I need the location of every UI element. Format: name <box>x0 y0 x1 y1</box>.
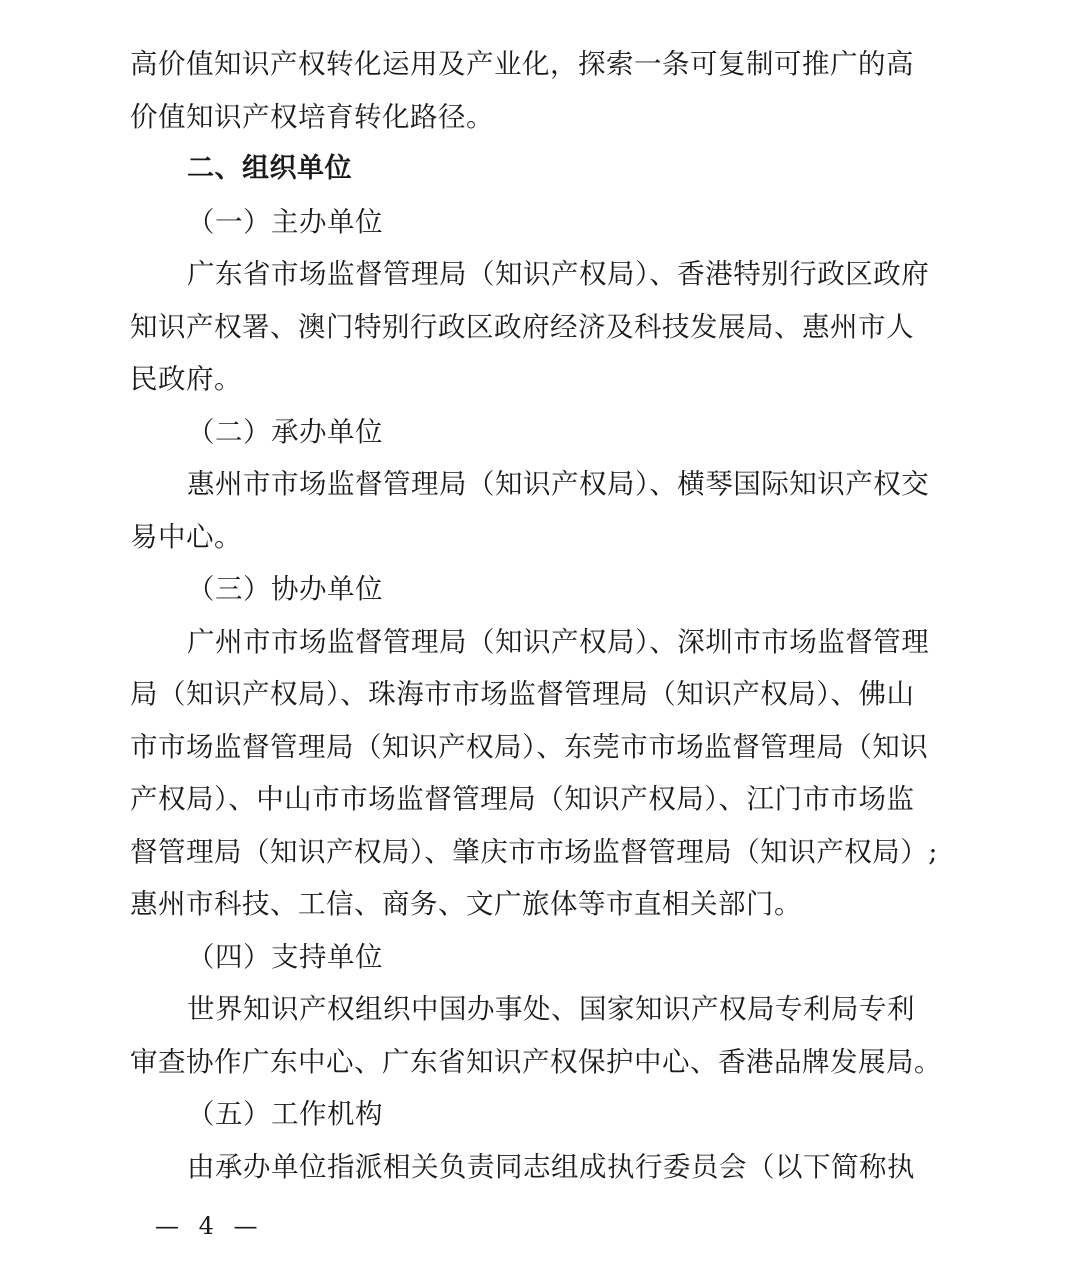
paragraph-line: 产权局）、中山市市场监督管理局（知识产权局）、江门市市场监 <box>130 783 915 815</box>
subsection-heading: （一）主办单位 <box>187 205 383 238</box>
subsection-heading: （三）协办单位 <box>187 573 383 605</box>
subsection-heading: （四）支持单位 <box>187 940 383 973</box>
subsection-heading: （二）承办单位 <box>187 415 383 448</box>
subsection-heading: （五）工作机构 <box>187 1098 383 1130</box>
section-heading: 二、组织单位 <box>187 153 352 184</box>
paragraph-line: 由承办单位指派相关负责同志组成执行委员会（以下简称执 <box>187 1150 915 1183</box>
paragraph-line: 惠州市科技、工信、商务、文广旅体等市直相关部门。 <box>130 888 802 920</box>
paragraph-line: 民政府。 <box>130 363 242 395</box>
paragraph-line: 世界知识产权组织中国办事处、国家知识产权局专利局专利 <box>187 993 915 1025</box>
paragraph-line: 广州市市场监督管理局（知识产权局）、深圳市市场监督管理 <box>187 625 930 658</box>
paragraph-line: 高价值知识产权转化运用及产业化，探索一条可复制可推广的高 <box>130 48 914 80</box>
paragraph-line: 惠州市市场监督管理局（知识产权局）、横琴国际知识产权交 <box>187 468 930 500</box>
paragraph-line: 价值知识产权培育转化路径。 <box>130 100 494 133</box>
page-number: — 4 — <box>155 1212 264 1240</box>
paragraph-line: 督管理局（知识产权局）、肇庆市市场监督管理局（知识产权局）; <box>130 835 939 868</box>
paragraph-line: 局（知识产权局）、珠海市市场监督管理局（知识产权局）、佛山 <box>130 678 915 710</box>
paragraph-line: 知识产权署、澳门特别行政区政府经济及科技发展局、惠州市人 <box>130 310 914 343</box>
paragraph-line: 市市场监督管理局（知识产权局）、东莞市市场监督管理局（知识 <box>130 730 929 763</box>
paragraph-line: 广东省市场监督管理局（知识产权局）、香港特别行政区政府 <box>187 258 930 290</box>
document-body <box>130 38 942 1193</box>
paragraph-line: 易中心。 <box>130 520 242 553</box>
paragraph-line: 审查协作广东中心、广东省知识产权保护中心、香港品牌发展局。 <box>130 1045 942 1078</box>
